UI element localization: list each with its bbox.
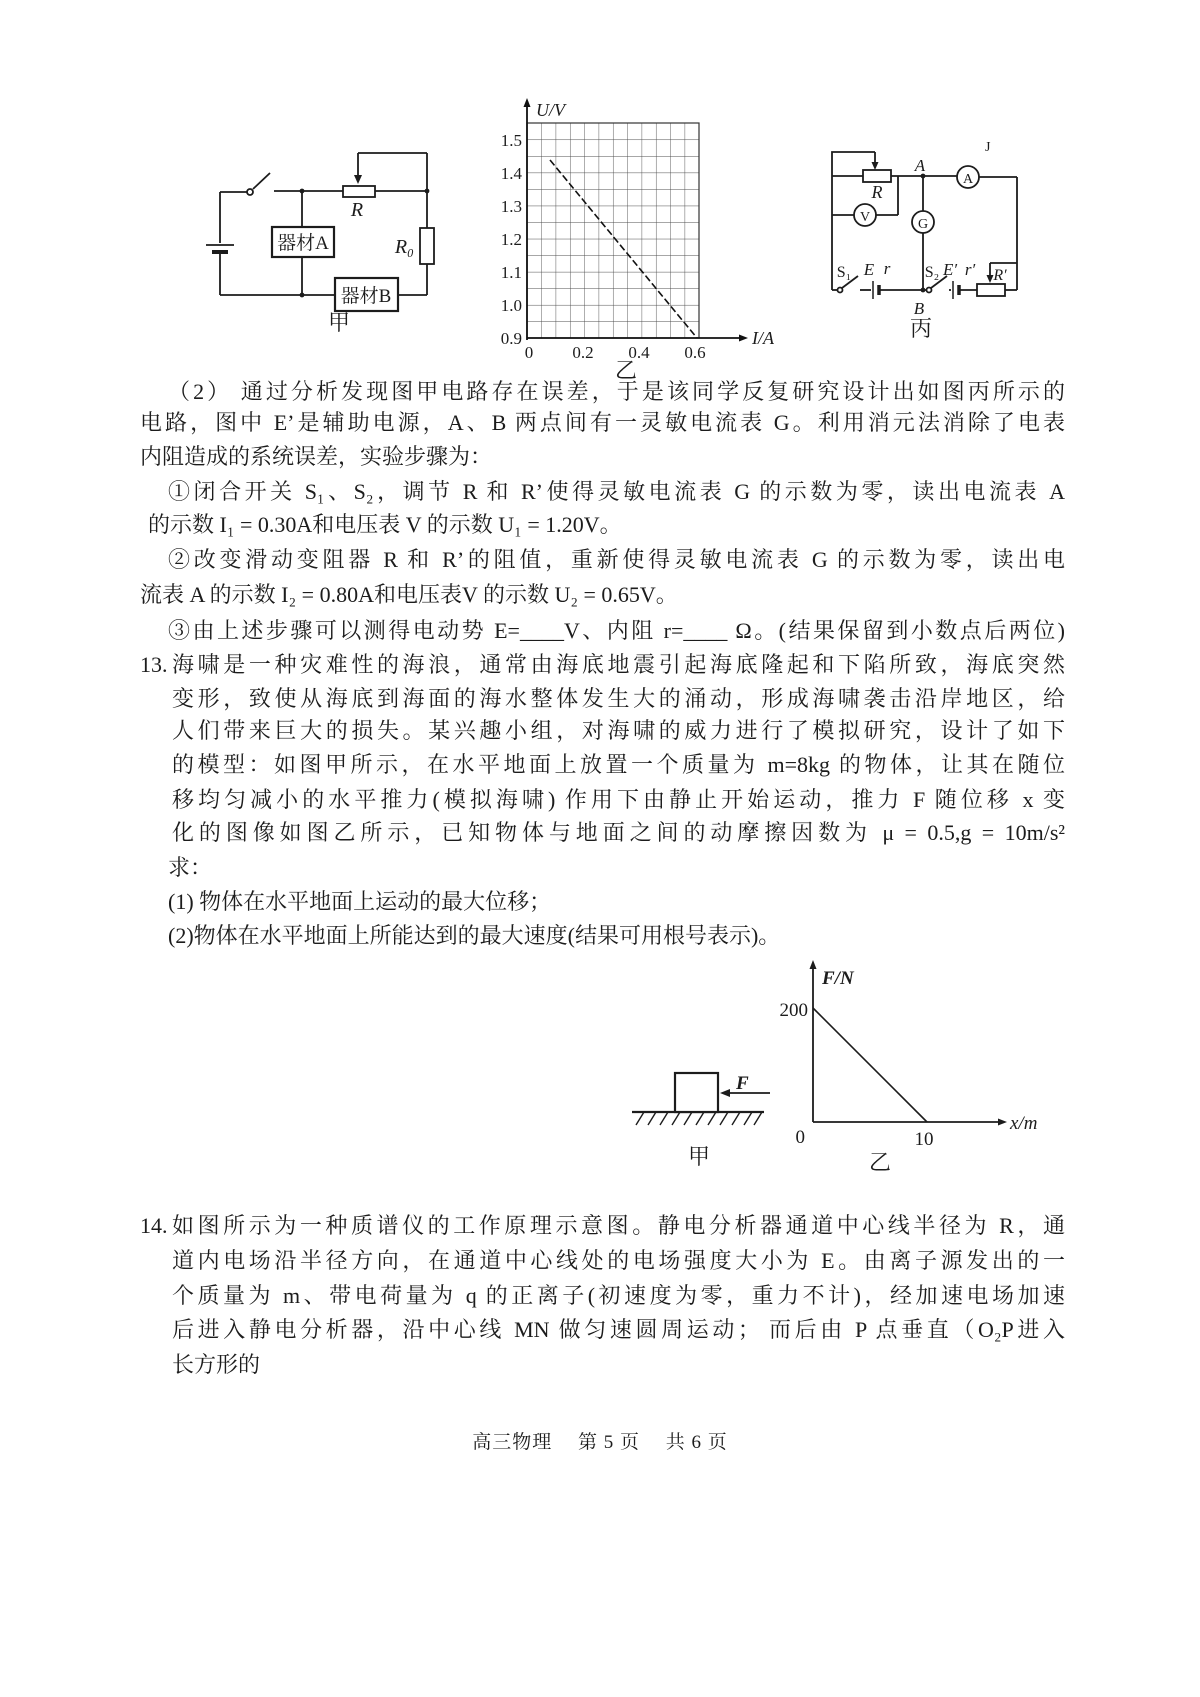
internal-r2-label: r′	[964, 260, 976, 279]
fx-graph-caption: 乙	[868, 1150, 892, 1175]
q14-line: 如图所示为一种质谱仪的工作原理示意图。静电分析器通道中心线半径为 R，通	[172, 1213, 1065, 1238]
device-b-label: 器材B	[340, 286, 392, 307]
internal-r-label: r	[883, 259, 891, 278]
slider-arrow-icon	[354, 175, 362, 184]
node-b-label: B	[913, 299, 925, 318]
rheostat-r-label: R	[871, 182, 883, 202]
ammeter-label: A	[962, 172, 974, 187]
q12-line: 流表 A 的示数 I₂ = 0.80A和电压表V 的示数 U₂ = 0.65V。	[140, 582, 678, 607]
y-tick: 1.3	[500, 197, 522, 216]
emf-e2-label: E′	[942, 260, 958, 279]
q12-line: 内阻造成的系统误差，实验步骤为：	[140, 444, 493, 469]
x-tick: 0.6	[684, 343, 706, 362]
ground-hatching	[636, 1112, 762, 1125]
y-axis-label: F/N	[822, 968, 854, 989]
y-tick: 1.5	[500, 131, 522, 150]
x-tick: 0.2	[572, 343, 594, 362]
slider-arrow-icon	[872, 162, 879, 170]
force-label: F	[736, 1073, 749, 1094]
q13-number: 13.	[140, 652, 168, 677]
y-tick: 0.9	[500, 329, 522, 348]
q14-line: 长方形的	[172, 1352, 261, 1377]
x-axis-label: x/m	[1010, 1113, 1038, 1134]
fx-graph-figure	[765, 950, 1065, 1178]
figure-jia-caption: 甲	[327, 310, 351, 335]
rheostat-rprime-label: R′	[993, 267, 1007, 284]
stray-mark: J	[985, 140, 991, 155]
q12-line: 的示数 I₁ = 0.30A和电压表 V 的示数 U₁ = 1.20V。	[148, 512, 622, 537]
device-a-label: 器材A	[277, 233, 329, 254]
q12-line: （2） 通过分析发现图甲电路存在误差，于是该同学反复研究设计出如图丙所示的	[168, 379, 1065, 404]
rheostat-r-label: R	[350, 199, 364, 221]
x-tick: 0	[524, 343, 534, 362]
q12-line: ②改变滑动变阻器 R 和 R’的阻值，重新使得灵敏电流表 G 的示数为零，读出电	[168, 547, 1065, 572]
x-tick: 0.4	[628, 343, 650, 362]
q13-line: 人们带来巨大的损失。某兴趣小组，对海啸的威力进行了模拟研究，设计了如下	[172, 718, 1065, 743]
galvanometer-label: G	[917, 217, 929, 232]
switch-s1-label: S₁	[836, 264, 852, 281]
y-axis-label: U/V	[536, 100, 565, 120]
q14-line: 个质量为 m、带电荷量为 q 的正离子(初速度为零，重力不计)，经加速电场加速	[172, 1283, 1065, 1308]
grid-area	[527, 123, 699, 338]
q12-line: 电路，图中 E’是辅助电源，A、B 两点间有一灵敏电流表 G。利用消元法消除了电表	[140, 410, 1065, 435]
page-footer: 高三物理 第 5 页 共 6 页	[472, 1432, 728, 1453]
q13-line: 的模型：如图甲所示，在水平地面上放置一个质量为 m=8kg 的物体，让其在随位	[172, 752, 1065, 777]
q12-line: ③由上述步骤可以测得电动势 E=____V、内阻 r=____ Ω。(结果保留到小数点后两位)	[168, 618, 1065, 643]
q12-line: ①闭合开关 S₁、S₂，调节 R 和 R’使得灵敏电流表 G 的示数为零，读出电流表 A	[168, 479, 1065, 504]
x-tick-10: 10	[914, 1129, 934, 1150]
voltmeter-label: V	[859, 210, 871, 225]
y-tick: 1.1	[500, 263, 522, 282]
q13-line: (2)物体在水平地面上所能达到的最大速度(结果可用根号表示)。	[168, 923, 781, 948]
fx-data-line	[813, 1008, 927, 1122]
ui-graph-figure	[455, 95, 774, 387]
force-arrow-icon	[720, 1089, 730, 1097]
q14-line: 道内电场沿半径方向，在通道中心线处的电场强度大小为 E。由离子源发出的一	[172, 1248, 1065, 1273]
y-tick: 1.0	[500, 296, 522, 315]
x-axis-label: I/A	[752, 328, 774, 348]
y-tick: 1.4	[500, 164, 522, 183]
r0-label: R₀	[394, 236, 414, 258]
node-a-label: A	[914, 156, 926, 175]
circuit-bing-figure	[820, 128, 1030, 346]
block-figure-caption: 甲	[687, 1144, 711, 1169]
q13-line: 海啸是一种灾难性的海浪，通常由海底地震引起海底隆起和下陷所致，海底突然	[172, 652, 1065, 677]
origin-label: 0	[795, 1127, 805, 1148]
q13-line: (1) 物体在水平地面上运动的最大位移；	[168, 889, 552, 914]
q14-line: 后进入静电分析器，沿中心线 MN 做匀速圆周运动； 而后由 P 点垂直（O₂P进入	[172, 1317, 1065, 1342]
figure-yi-caption: 乙	[614, 358, 638, 383]
q13-line: 移均匀减小的水平推力(模拟海啸) 作用下由静止开始运动，推力 F 随位移 x 变	[172, 787, 1065, 812]
y-tick: 1.2	[500, 230, 522, 249]
y-tick-200: 200	[779, 1000, 808, 1021]
q13-line: 求：	[168, 855, 213, 880]
q14-number: 14.	[140, 1213, 168, 1238]
q13-line: 变形，致使从海底到海面的海水整体发生大的涌动，形成海啸袭击沿岸地区，给	[172, 686, 1065, 711]
emf-e-label: E	[863, 260, 875, 279]
figure-bing-caption: 丙	[909, 316, 933, 341]
circuit-jia-figure	[195, 140, 450, 335]
q13-line: 化的图像如图乙所示，已知物体与地面之间的动摩擦因数为 μ = 0.5,g = 10m/s²	[172, 820, 1065, 845]
switch-s2-label: S₂	[924, 264, 940, 281]
